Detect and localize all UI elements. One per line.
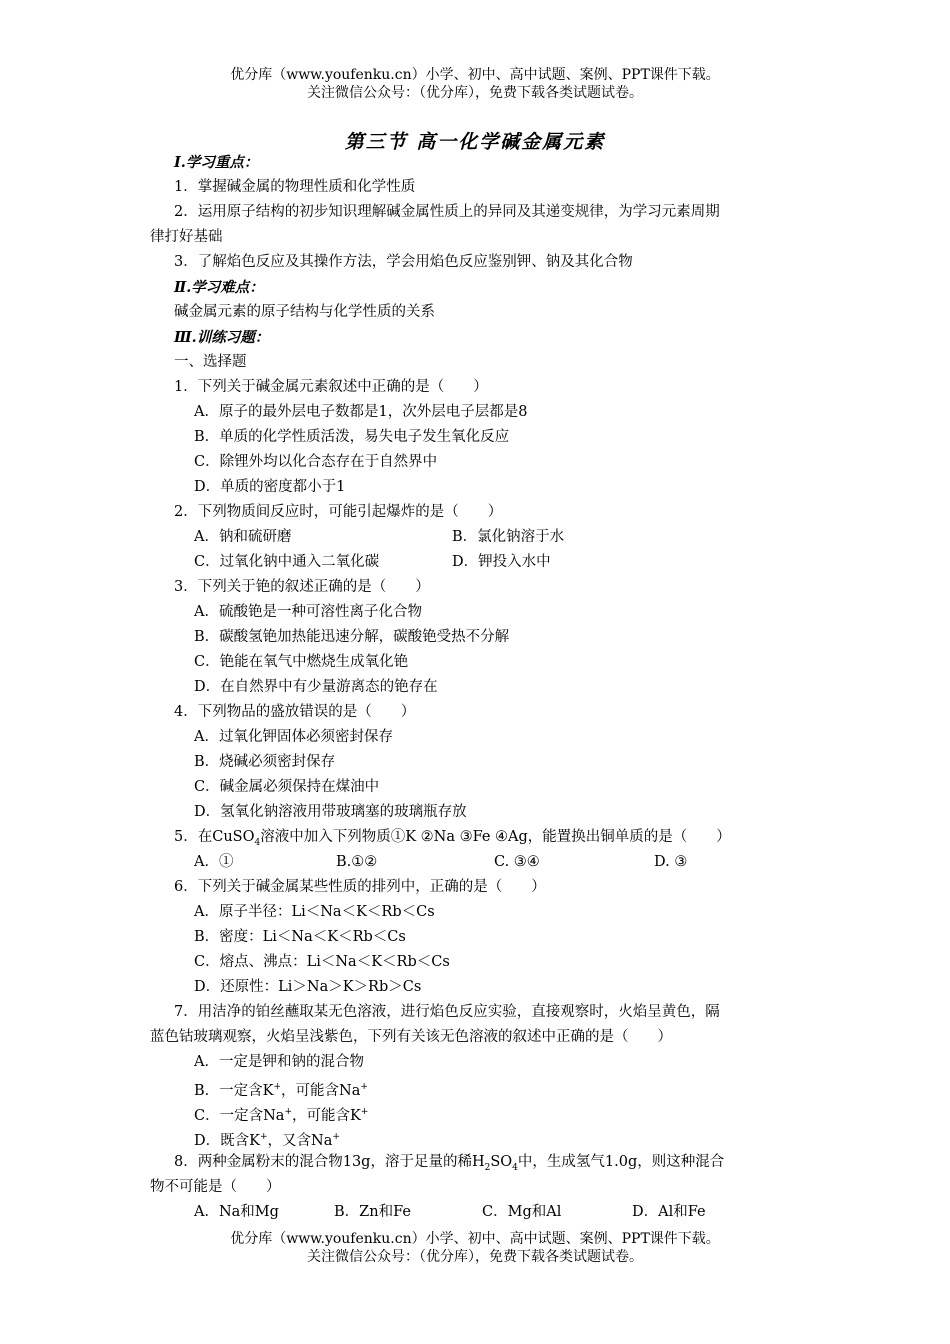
question-2-option-d: D．钾投入水中 xyxy=(452,554,551,570)
question-7-option-c-text-b: ，可能含K xyxy=(291,1107,361,1124)
question-7-line-1: 7．用洁净的铂丝蘸取某无色溶液，进行焰色反应实验，直接观察时，火焰呈黄色，隔 xyxy=(174,1004,720,1020)
section-heading-difficulties: Ⅱ.学习难点： xyxy=(174,279,264,296)
section-heading-exercises: Ⅲ.训练习题： xyxy=(174,329,270,346)
question-6-option-b: B．密度：Li＜Na＜K＜Rb＜Cs xyxy=(194,929,406,945)
question-7-option-b xyxy=(174,1075,814,1100)
question-8-text-b: SO xyxy=(490,1154,513,1170)
question-3-option-a: A．硫酸铯是一种可溶性离子化合物 xyxy=(194,604,422,620)
question-7-option-c-text-a: C．一定含Na xyxy=(194,1107,285,1124)
question-5-options xyxy=(174,850,814,875)
key-point-2: 2．运用原子结构的初步知识理解碱金属性质上的异同及其递变规律，为学习元素周期 xyxy=(174,204,720,220)
superscript-plus: + xyxy=(259,1132,268,1142)
question-2-option-c: C．过氧化钠中通入二氧化碳 xyxy=(194,554,380,570)
key-point-1: 1．掌握碱金属的物理性质和化学性质 xyxy=(174,179,416,195)
question-8-option-c: C．Mg和Al xyxy=(482,1204,562,1220)
question-8-line-1 xyxy=(174,1150,814,1175)
page-footer xyxy=(0,1230,950,1266)
document-body xyxy=(150,150,814,1225)
question-3-option-d: D．在自然界中有少量游离态的铯存在 xyxy=(194,679,438,695)
question-4-option-c: C．碱金属必须保持在煤油中 xyxy=(194,779,380,795)
question-4-option-a: A．过氧化钾固体必须密封保存 xyxy=(194,729,393,745)
key-point-3: 3．了解焰色反应及其操作方法，学会用焰色反应鉴别钾、钠及其化合物 xyxy=(174,254,633,270)
question-7-option-a: A．一定是钾和钠的混合物 xyxy=(194,1054,364,1070)
question-7-option-b-text-a: B．一定含K xyxy=(194,1082,274,1099)
subsection-multiple-choice: 一、选择题 xyxy=(174,354,247,370)
footer-line-2: 关注微信公众号：（优分库），免费下载各类试题试卷。 xyxy=(307,1249,643,1265)
question-5-option-c: C. ③④ xyxy=(494,854,540,870)
question-5 xyxy=(174,825,814,850)
question-8-subscript-1: 2 xyxy=(484,1162,491,1173)
question-3-option-b: B．碳酸氢铯加热能迅速分解，碳酸铯受热不分解 xyxy=(194,629,510,645)
question-6-option-c: C．熔点、沸点：Li＜Na＜K＜Rb＜Cs xyxy=(194,954,450,970)
question-7-option-d-text-a: D．既含K xyxy=(194,1132,260,1149)
question-2-option-a: A．钠和硫研磨 xyxy=(194,529,292,545)
question-1: 1．下列关于碱金属元素叙述中正确的是（ ） xyxy=(174,379,488,395)
question-8-options xyxy=(174,1200,814,1225)
section-heading-key-points: Ⅰ.学习重点： xyxy=(174,154,259,171)
question-8-text-c: 中，生成氢气1.0g，则这种混合 xyxy=(517,1154,725,1170)
footer-line-1: 优分库（www.youfenku.cn）小学、初中、高中试题、案例、PPT课件下载。 xyxy=(230,1231,720,1247)
question-7-line-2: 蓝色钴玻璃观察，火焰呈浅紫色，下列有关该无色溶液的叙述中正确的是（ ） xyxy=(150,1029,672,1045)
question-7-option-b-text-b: ，可能含Na xyxy=(281,1082,361,1099)
question-6: 6．下列关于碱金属某些性质的排列中，正确的是（ ） xyxy=(174,879,546,895)
question-8-text-a: 8．两种金属粉末的混合物13g，溶于足量的稀H xyxy=(174,1154,485,1170)
question-4-option-d: D．氢氧化钠溶液用带玻璃塞的玻璃瓶存放 xyxy=(194,804,467,820)
question-3-option-c: C．铯能在氧气中燃烧生成氧化铯 xyxy=(194,654,409,670)
question-8-option-a: A．Na和Mg xyxy=(194,1204,279,1220)
question-4-option-b: B．烧碱必须密封保存 xyxy=(194,754,336,770)
question-8-subscript-2: 4 xyxy=(512,1162,518,1173)
question-8-line-2: 物不可能是（ ） xyxy=(150,1179,281,1195)
question-5-option-a: A．① xyxy=(194,854,234,870)
question-8-option-d: D．Al和Fe xyxy=(632,1204,706,1220)
question-2-option-b: B．氯化钠溶于水 xyxy=(452,529,565,545)
key-point-2-cont: 律打好基础 xyxy=(150,229,223,245)
difficulty-text: 碱金属元素的原子结构与化学性质的关系 xyxy=(174,304,435,320)
question-5-text-b: 溶液中加入下列物质①K ②Na ③Fe ④Ag，能置换出铜单质的是（ ） xyxy=(260,829,731,845)
question-8-option-b: B．Zn和Fe xyxy=(334,1204,411,1220)
question-1-option-a: A．原子的最外层电子数都是1，次外层电子层都是8 xyxy=(194,404,528,420)
superscript-plus: + xyxy=(273,1082,282,1092)
question-6-option-d: D．还原性：Li＞Na＞K＞Rb＞Cs xyxy=(194,979,422,995)
question-2: 2．下列物质间反应时，可能引起爆炸的是（ ） xyxy=(174,504,503,520)
question-5-text-a: 5．在CuSO xyxy=(174,829,255,845)
superscript-plus: + xyxy=(360,1107,369,1117)
question-6-option-a: A．原子半径：Li＜Na＜K＜Rb＜Cs xyxy=(194,904,435,920)
question-2-options-row-2 xyxy=(174,550,814,575)
question-5-option-b: B.①② xyxy=(336,854,378,870)
question-2-options-row-1 xyxy=(174,525,814,550)
superscript-plus: + xyxy=(332,1132,340,1142)
page-header xyxy=(0,66,950,102)
question-4: 4．下列物品的盛放错误的是（ ） xyxy=(174,704,416,720)
question-7-option-c xyxy=(174,1100,814,1125)
question-3: 3．下列关于铯的叙述正确的是（ ） xyxy=(174,579,430,595)
question-7-option-d-text-b: ，又含Na xyxy=(267,1132,333,1149)
question-1-option-c: C．除锂外均以化合态存在于自然界中 xyxy=(194,454,438,470)
header-line-2: 关注微信公众号：（优分库），免费下载各类试题试卷。 xyxy=(307,85,643,101)
page-title: 第三节 高一化学碱金属元素 xyxy=(344,131,606,153)
question-5-subscript: 4 xyxy=(254,837,261,848)
question-1-option-b: B．单质的化学性质活泼，易失电子发生氧化反应 xyxy=(194,429,510,445)
question-1-option-d: D．单质的密度都小于1 xyxy=(194,479,346,495)
header-line-1: 优分库（www.youfenku.cn）小学、初中、高中试题、案例、PPT课件下载。 xyxy=(230,67,720,83)
question-5-option-d: D. ③ xyxy=(654,854,688,870)
superscript-plus: + xyxy=(284,1107,292,1117)
question-7-option-d xyxy=(174,1125,814,1150)
superscript-plus: + xyxy=(360,1082,368,1092)
